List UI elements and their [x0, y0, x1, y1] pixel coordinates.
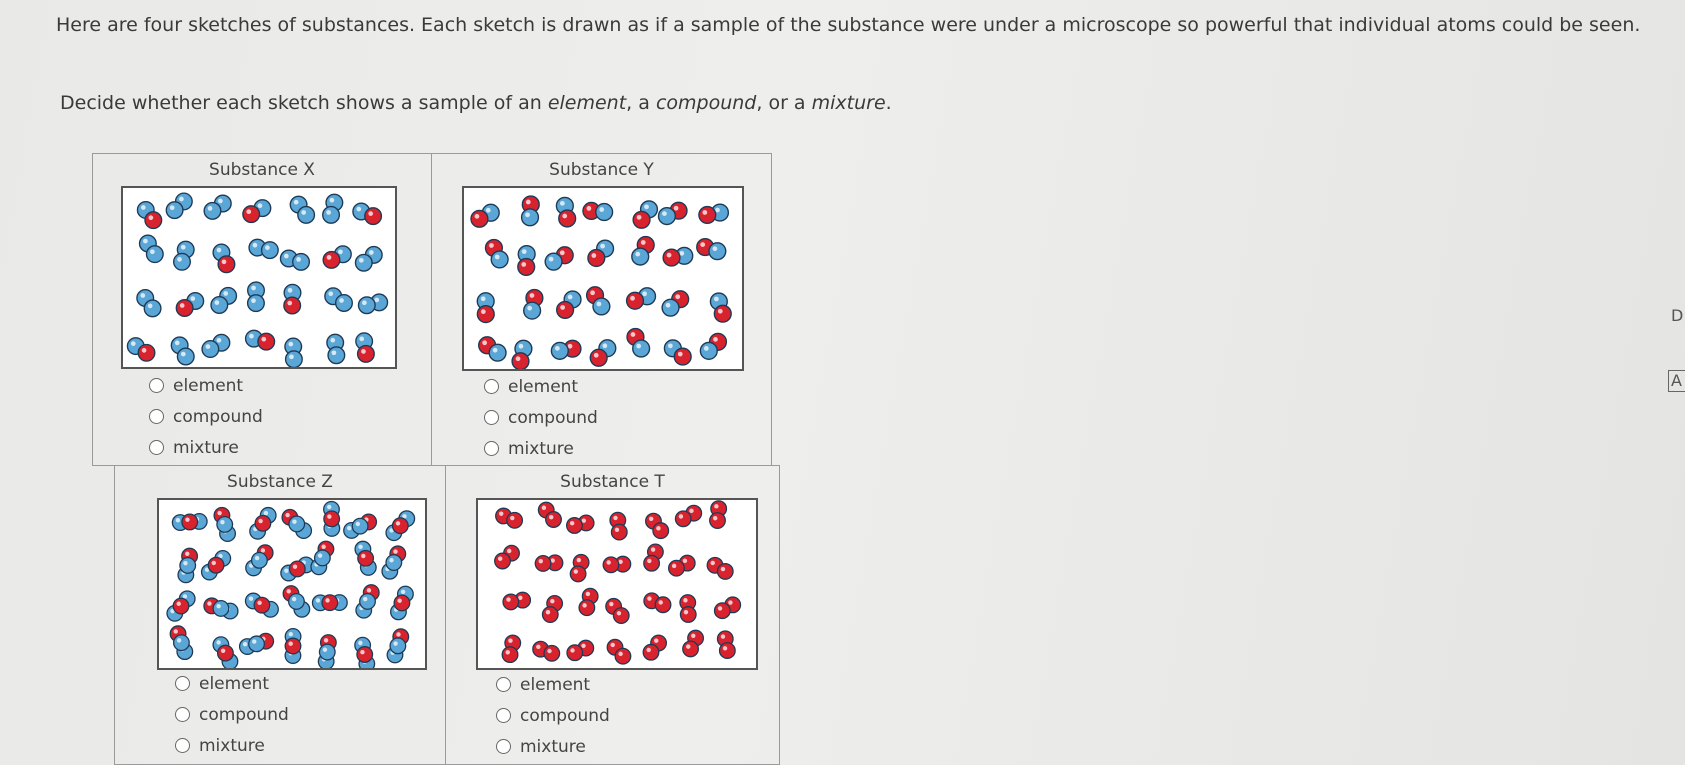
intro-text: Here are four sketches of substances. Each sketch is drawn as if a sample of the substance were under a microscope so powerful that individual atoms could be seen.: [56, 14, 1641, 36]
red-atom: [675, 511, 691, 527]
red-atom: [663, 249, 680, 266]
radio-button[interactable]: [175, 707, 190, 722]
blue-atom: [632, 248, 649, 265]
blue-atom: [289, 516, 305, 532]
red-atom: [512, 353, 529, 369]
red-atom: [557, 302, 574, 319]
edge-d-button[interactable]: D: [1671, 306, 1684, 325]
blue-atom: [633, 340, 650, 357]
red-atom: [714, 305, 731, 322]
blue-atom: [390, 638, 406, 654]
red-atom: [173, 598, 189, 614]
blue-atom: [336, 295, 353, 312]
red-atom: [357, 647, 373, 663]
blue-atom: [249, 636, 265, 652]
red-atom: [284, 297, 301, 314]
blue-atom: [700, 342, 717, 359]
blue-atom: [522, 209, 539, 226]
red-atom: [254, 597, 270, 613]
red-atom: [633, 211, 650, 228]
substance-t-option-element[interactable]: element: [496, 669, 610, 700]
red-atom: [653, 523, 669, 539]
substance-t-sketch: [476, 498, 758, 670]
blue-atom: [211, 297, 228, 314]
blue-atom: [177, 348, 194, 365]
red-atom: [477, 306, 494, 323]
red-atom: [495, 553, 511, 569]
blue-atom: [360, 594, 376, 610]
blue-atom: [144, 300, 161, 317]
blue-atom: [213, 601, 229, 617]
red-atom: [669, 560, 685, 576]
substance-y-option-mixture[interactable]: mixture: [484, 433, 598, 464]
red-atom: [544, 645, 560, 661]
red-atom: [603, 557, 619, 573]
red-atom: [680, 607, 696, 623]
red-atom: [502, 647, 518, 663]
red-atom: [138, 344, 155, 361]
red-atom: [176, 300, 193, 317]
red-atom: [218, 645, 234, 661]
red-atom: [720, 643, 736, 659]
blue-atom: [180, 558, 196, 574]
red-atom: [290, 561, 306, 577]
blue-atom: [166, 202, 183, 219]
red-atom: [324, 511, 340, 527]
red-atom: [588, 250, 605, 267]
red-atom: [255, 516, 271, 532]
substance-x-title: Substance X: [209, 160, 315, 180]
red-atom: [546, 512, 562, 528]
blue-atom: [328, 347, 345, 364]
blue-atom: [217, 517, 233, 533]
substance-x-panel: [92, 153, 432, 466]
blue-atom: [298, 207, 315, 224]
blue-atom: [174, 635, 190, 651]
blue-atom: [709, 243, 726, 260]
red-atom: [590, 349, 607, 366]
red-atom: [393, 518, 409, 534]
red-atom: [285, 638, 301, 654]
red-atom: [471, 210, 488, 227]
blue-atom: [386, 555, 402, 571]
red-atom: [615, 648, 631, 664]
blue-atom: [551, 342, 568, 359]
red-atom: [322, 595, 338, 611]
edge-a-button[interactable]: A: [1668, 370, 1685, 392]
substance-y-panel: [431, 153, 772, 466]
substance-z-sketch: [157, 498, 427, 670]
radio-button[interactable]: [496, 677, 511, 692]
red-atom: [674, 348, 691, 365]
blue-atom: [524, 302, 541, 319]
red-atom: [643, 644, 659, 660]
radio-button[interactable]: [496, 708, 511, 723]
red-atom: [518, 259, 535, 276]
blue-atom: [202, 341, 219, 358]
red-atom: [145, 212, 162, 229]
substance-t-option-compound[interactable]: compound: [496, 700, 610, 731]
blue-atom: [319, 644, 335, 660]
blue-atom: [204, 203, 221, 220]
substance-y-option-element[interactable]: element: [484, 371, 598, 402]
red-atom: [218, 256, 235, 273]
red-atom: [358, 346, 375, 363]
substance-x-option-element[interactable]: element: [149, 370, 263, 401]
blue-atom: [358, 297, 375, 314]
substance-y-option-compound[interactable]: compound: [484, 402, 598, 433]
red-atom: [243, 206, 260, 223]
red-atom: [567, 645, 583, 661]
red-atom: [542, 607, 558, 623]
substance-z-option-mixture[interactable]: mixture: [175, 730, 289, 761]
blue-atom: [545, 253, 562, 270]
radio-button[interactable]: [149, 378, 164, 393]
red-atom: [507, 513, 523, 529]
blue-atom: [286, 351, 303, 367]
radio-button[interactable]: [484, 379, 499, 394]
blue-atom: [293, 254, 310, 271]
blue-atom: [323, 207, 340, 224]
radio-button[interactable]: [484, 441, 499, 456]
red-atom: [683, 641, 699, 657]
substance-z-title: Substance Z: [227, 472, 333, 492]
blue-atom: [147, 246, 164, 263]
red-atom: [579, 600, 595, 616]
substance-t-panel: [445, 465, 780, 765]
red-atom: [559, 210, 576, 227]
blue-atom: [491, 251, 508, 268]
radio-button[interactable]: [149, 409, 164, 424]
blue-atom: [658, 208, 675, 225]
red-atom: [567, 518, 583, 534]
red-atom: [258, 333, 275, 350]
red-atom: [715, 603, 731, 619]
red-atom: [717, 564, 733, 580]
blue-atom: [289, 594, 305, 610]
red-atom: [613, 608, 629, 624]
substance-x-sketch: [121, 186, 397, 369]
red-atom: [535, 556, 551, 572]
red-atom: [394, 595, 410, 611]
red-atom: [503, 594, 519, 610]
red-atom: [182, 514, 198, 530]
radio-button[interactable]: [175, 738, 190, 753]
blue-atom: [262, 242, 279, 259]
red-atom: [611, 524, 627, 540]
substance-t-option-mixture[interactable]: mixture: [496, 731, 610, 762]
instruction-text: Decide whether each sketch shows a sample of an element, a compound, or a mixture.: [60, 92, 892, 114]
blue-atom: [593, 298, 610, 315]
radio-button[interactable]: [484, 410, 499, 425]
substance-z-option-element[interactable]: element: [175, 668, 289, 699]
substance-x-option-mixture[interactable]: mixture: [149, 432, 263, 463]
blue-atom: [596, 204, 613, 221]
blue-atom: [355, 254, 372, 271]
red-atom: [323, 252, 340, 269]
substance-z-panel: [114, 465, 446, 765]
red-atom: [644, 555, 660, 571]
blue-atom: [174, 253, 191, 270]
blue-atom: [662, 299, 679, 316]
substance-x-option-compound[interactable]: compound: [149, 401, 263, 432]
red-atom: [655, 597, 671, 613]
red-atom: [710, 513, 726, 529]
blue-atom: [252, 553, 268, 569]
blue-atom: [315, 550, 331, 566]
red-atom: [699, 207, 716, 224]
substance-y-sketch: [462, 186, 744, 371]
red-atom: [627, 292, 644, 309]
radio-button[interactable]: [175, 676, 190, 691]
red-atom: [570, 566, 586, 582]
substance-t-title: Substance T: [560, 472, 665, 492]
substance-y-title: Substance Y: [549, 160, 654, 180]
radio-button[interactable]: [496, 739, 511, 754]
red-atom: [358, 550, 374, 566]
red-atom: [365, 208, 382, 225]
red-atom: [208, 557, 224, 573]
radio-button[interactable]: [149, 440, 164, 455]
blue-atom: [248, 295, 265, 312]
substance-z-option-compound[interactable]: compound: [175, 699, 289, 730]
blue-atom: [489, 344, 506, 361]
blue-atom: [352, 518, 368, 534]
